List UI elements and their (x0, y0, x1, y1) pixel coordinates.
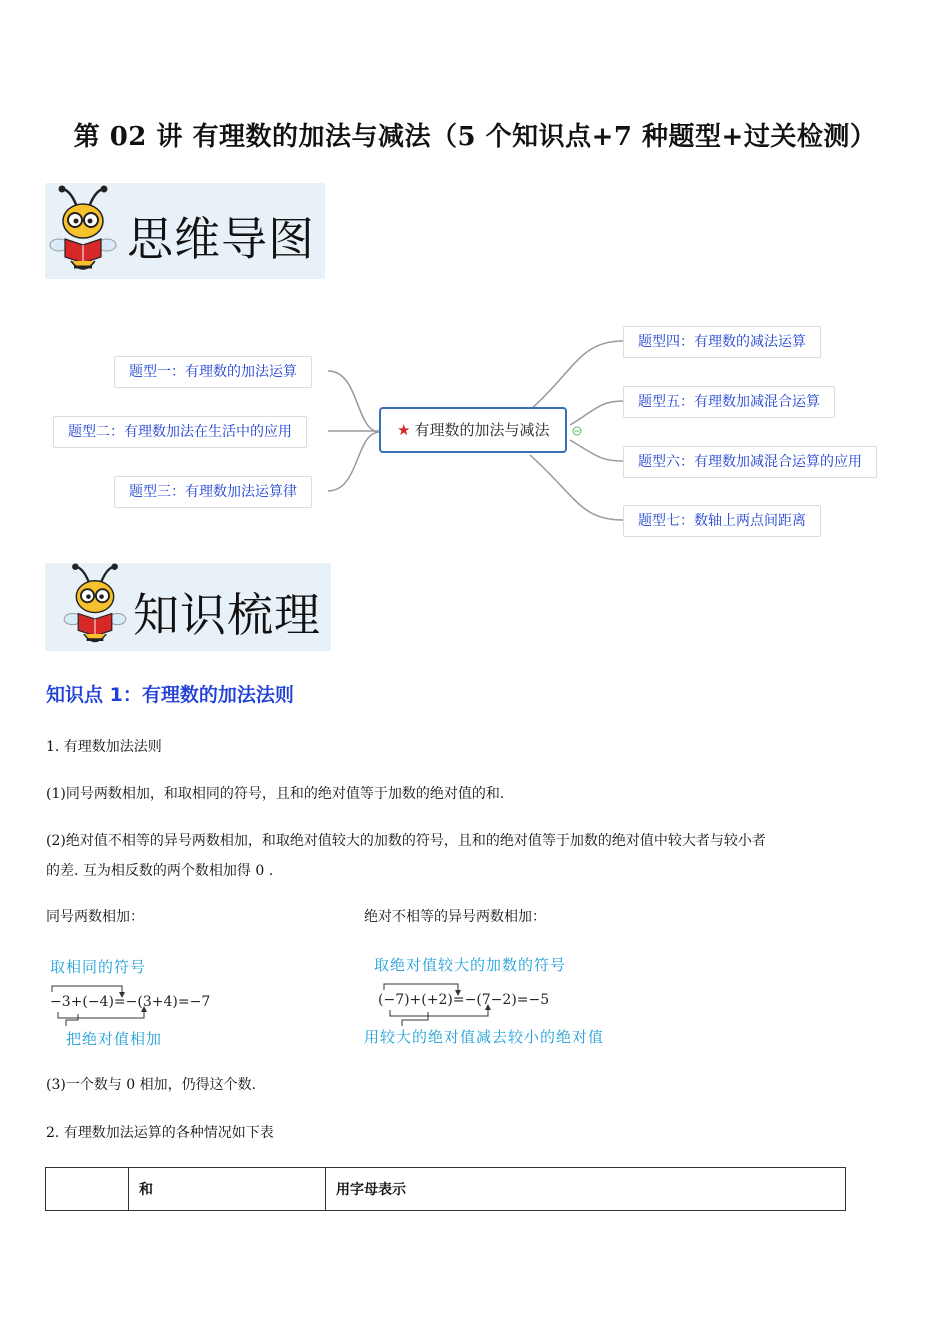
mindmap-node-type4[interactable]: 题型四：有理数的减法运算 (623, 326, 821, 358)
same-sign-note-bottom: 把绝对值相加 (66, 1030, 163, 1048)
mindmap-node-type1[interactable]: 题型一：有理数的加法运算 (114, 356, 312, 388)
knowledge-banner (45, 563, 331, 651)
table-header-row (46, 1168, 846, 1211)
knowledge-banner-text: 知识梳理 (133, 588, 321, 642)
mindmap-banner-text: 思维导图 (127, 212, 315, 266)
table-header-cell: 和 (129, 1168, 326, 1211)
star-icon: ★ (397, 421, 411, 439)
same-sign-label: 同号两数相加： (46, 909, 144, 925)
mindmap-node-type7[interactable]: 题型七：数轴上两点间距离 (623, 505, 821, 537)
rule-add-zero: (3)一个数与 0 相加，仍得这个数. (46, 1077, 257, 1093)
same-sign-note-top: 取相同的符号 (50, 958, 147, 976)
page-title: 第 02 讲 有理数的加法与减法（5 个知识点+7 种题型+过关检测） (73, 122, 877, 152)
mindmap-center-label: 有理数的加法与减法 (414, 421, 550, 439)
rule-same-sign: (1)同号两数相加，和取相同的符号，且和的绝对值等于加数的绝对值的和. (46, 786, 505, 802)
same-sign-expression: −3+(−4)=−(3+4)=−7 (50, 994, 211, 1010)
rule-title: 1. 有理数加法法则 (46, 739, 162, 755)
table-header-cell (46, 1168, 129, 1211)
mindmap-center-node[interactable] (379, 407, 567, 453)
mindmap-node-type2[interactable]: 题型二：有理数加法在生活中的应用 (53, 416, 307, 448)
table-intro: 2. 有理数加法运算的各种情况如下表 (46, 1125, 274, 1141)
rule-different-sign-line2: 的差. 互为相反数的两个数相加得 0 . (46, 863, 274, 879)
rule-different-sign-line1: (2)绝对值不相等的异号两数相加，和取绝对值较大的加数的符号，且和的绝对值等于加数的绝对值中较大者与较小者 (46, 833, 766, 849)
mindmap-node-type6[interactable]: 题型六：有理数加减混合运算的应用 (623, 446, 877, 478)
mindmap-node-type5[interactable]: 题型五：有理数加减混合运算 (623, 386, 835, 418)
knowledge-point-1-heading: 知识点 1：有理数的加法法则 (46, 684, 294, 706)
mindmap-banner (45, 183, 325, 279)
table-header-cell: 用字母表示 (326, 1168, 846, 1211)
mindmap-node-type3[interactable]: 题型三：有理数加法运算律 (114, 476, 312, 508)
bee-reading-icon (63, 563, 127, 649)
different-sign-note-bottom: 用较大的绝对值减去较小的绝对值 (364, 1028, 605, 1046)
different-sign-expression: (−7)+(+2)=−(7−2)=−5 (378, 992, 550, 1008)
different-sign-label: 绝对不相等的异号两数相加： (364, 909, 546, 925)
addition-cases-table (45, 1167, 846, 1211)
bee-reading-icon (49, 185, 117, 277)
different-sign-note-top: 取绝对值较大的加数的符号 (374, 956, 567, 974)
